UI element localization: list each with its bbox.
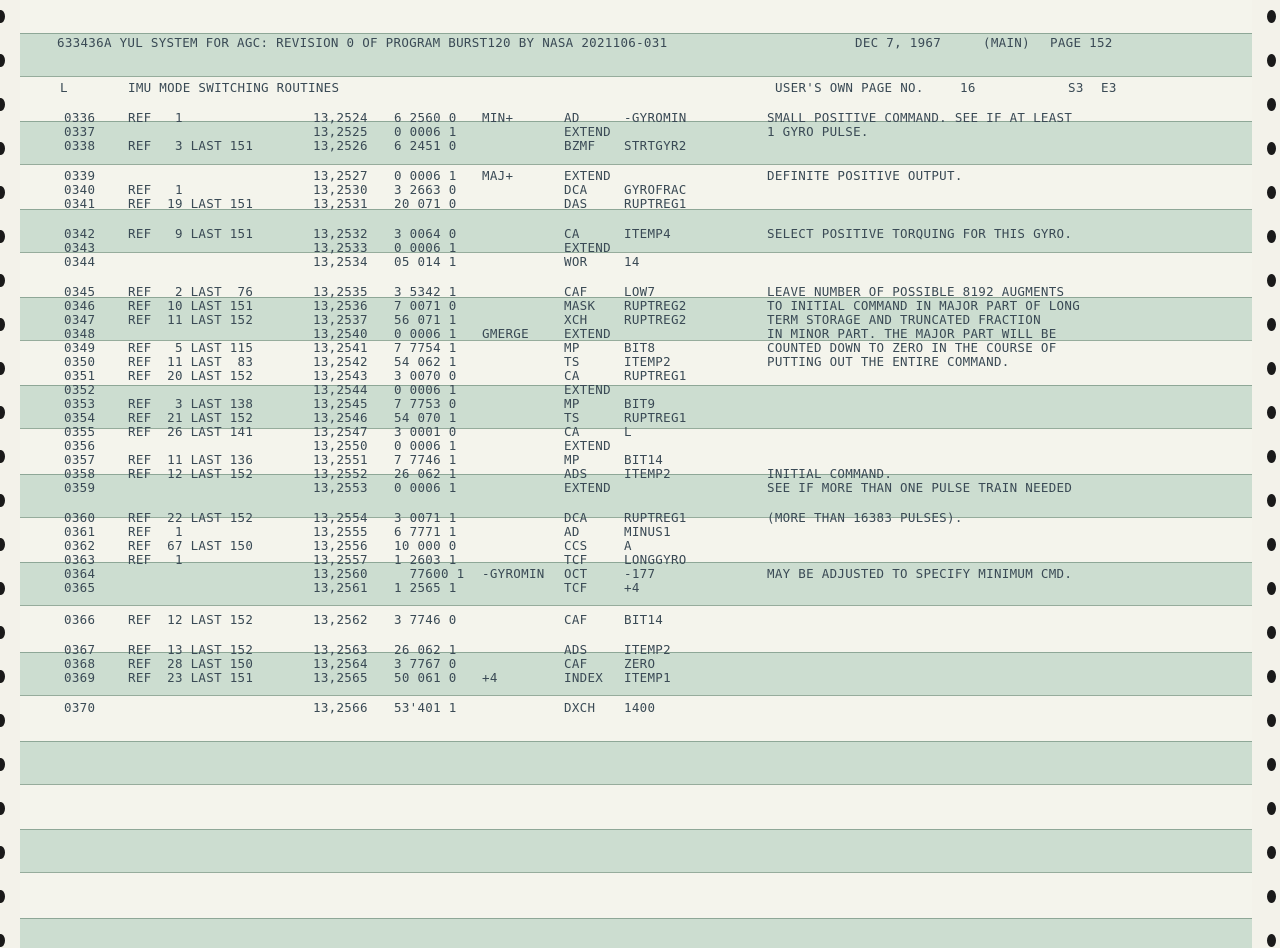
line-number: 0337 — [64, 124, 96, 139]
opcode: BZMF — [564, 138, 596, 153]
rule-line — [20, 784, 1252, 785]
listing-row — [0, 312, 1280, 327]
listing-row — [0, 110, 1280, 125]
users-page-label: USER'S OWN PAGE NO. — [775, 80, 924, 95]
octal-word: 6 2560 0 — [394, 110, 457, 125]
ref-field: REF 11 LAST 136 — [128, 452, 254, 467]
address: 13,2543 — [313, 368, 368, 383]
opcode: MP — [564, 396, 580, 411]
listing-row — [0, 368, 1280, 383]
octal-word: 3 0064 0 — [394, 226, 457, 241]
feed-hole — [0, 626, 5, 639]
feed-hole — [1267, 494, 1276, 507]
octal-word: 3 2663 0 — [394, 182, 457, 197]
line-number: 0368 — [64, 656, 96, 671]
ref-field: REF 12 LAST 152 — [128, 612, 254, 627]
octal-word: 3 0071 1 — [394, 510, 457, 525]
listing-row — [0, 196, 1280, 211]
operand: BIT14 — [624, 612, 664, 627]
opcode: CAF — [564, 284, 588, 299]
line-number: 0360 — [64, 510, 96, 525]
ref-field: REF 3 LAST 138 — [128, 396, 254, 411]
octal-word: 26 062 1 — [394, 642, 457, 657]
opcode: EXTEND — [564, 326, 611, 341]
octal-word: 26 062 1 — [394, 466, 457, 481]
listing-row — [0, 168, 1280, 183]
address: 13,2533 — [313, 240, 368, 255]
rule-line — [20, 164, 1252, 165]
line-number: 0344 — [64, 254, 96, 269]
comment: SMALL POSITIVE COMMAND. SEE IF AT LEAST — [767, 110, 1073, 125]
listing-row — [0, 670, 1280, 685]
line-number: 0352 — [64, 382, 96, 397]
line-number: 0345 — [64, 284, 96, 299]
listing-row — [0, 254, 1280, 269]
feed-hole — [1267, 626, 1276, 639]
octal-word: 56 071 1 — [394, 312, 457, 327]
feed-hole — [1267, 758, 1276, 771]
label: GMERGE — [482, 326, 529, 341]
opcode: AD — [564, 110, 580, 125]
listing-row — [0, 226, 1280, 241]
rule-line — [20, 918, 1252, 919]
operand: BIT8 — [624, 340, 656, 355]
ref-field: REF 26 LAST 141 — [128, 424, 254, 439]
operand: +4 — [624, 580, 640, 595]
address: 13,2535 — [313, 284, 368, 299]
green-bar — [20, 829, 1252, 872]
ref-field: REF 3 LAST 151 — [128, 138, 254, 153]
address: 13,2531 — [313, 196, 368, 211]
comment: IN MINOR PART. THE MAJOR PART WILL BE — [767, 326, 1057, 341]
listing-row — [0, 566, 1280, 581]
rule-line — [20, 695, 1252, 696]
listing-row — [0, 326, 1280, 341]
ref-field: REF 20 LAST 152 — [128, 368, 254, 383]
opcode: DXCH — [564, 700, 596, 715]
feed-hole — [1267, 802, 1276, 815]
ref-field: REF 11 LAST 83 — [128, 354, 254, 369]
line-number: 0349 — [64, 340, 96, 355]
line-number: 0351 — [64, 368, 96, 383]
comment: 1 GYRO PULSE. — [767, 124, 869, 139]
opcode: INDEX — [564, 670, 604, 685]
listing-row — [0, 510, 1280, 525]
octal-word: 0 0006 1 — [394, 168, 457, 183]
line-number: 0358 — [64, 466, 96, 481]
line-number: 0355 — [64, 424, 96, 439]
operand: ITEMP2 — [624, 466, 671, 481]
header-title: 633436A YUL SYSTEM FOR AGC: REVISION 0 OF PROGRAM BURST120 BY NASA 2021106-031 — [57, 35, 668, 50]
comment: TERM STORAGE AND TRUNCATED FRACTION — [767, 312, 1041, 327]
opcode: ADS — [564, 642, 588, 657]
ref-field: REF 1 — [128, 552, 183, 567]
line-number: 0350 — [64, 354, 96, 369]
opcode: EXTEND — [564, 240, 611, 255]
rule-line — [20, 76, 1252, 77]
opcode: TCF — [564, 580, 588, 595]
listing-row — [0, 700, 1280, 715]
octal-word: 7 7754 1 — [394, 340, 457, 355]
label: -GYROMIN — [482, 566, 545, 581]
ref-field: REF 10 LAST 151 — [128, 298, 254, 313]
line-number: 0348 — [64, 326, 96, 341]
label: MIN+ — [482, 110, 514, 125]
octal-word: 53'401 1 — [394, 700, 457, 715]
line-number: 0340 — [64, 182, 96, 197]
feed-hole — [0, 54, 5, 67]
octal-word: 3 7767 0 — [394, 656, 457, 671]
listing-row — [0, 424, 1280, 439]
address: 13,2552 — [313, 466, 368, 481]
address: 13,2542 — [313, 354, 368, 369]
line-number: 0346 — [64, 298, 96, 313]
octal-word: 0 0006 1 — [394, 382, 457, 397]
rule-line — [20, 872, 1252, 873]
operand: BIT14 — [624, 452, 664, 467]
ref-field: REF 23 LAST 151 — [128, 670, 254, 685]
operand: ITEMP1 — [624, 670, 671, 685]
rule-line — [20, 829, 1252, 830]
label: +4 — [482, 670, 498, 685]
opcode: AD — [564, 524, 580, 539]
opcode: ADS — [564, 466, 588, 481]
green-bar — [20, 741, 1252, 784]
line-number: 0356 — [64, 438, 96, 453]
address: 13,2566 — [313, 700, 368, 715]
listing-row — [0, 552, 1280, 567]
feed-hole — [1267, 714, 1276, 727]
listing-row — [0, 524, 1280, 539]
ref-field: REF 12 LAST 152 — [128, 466, 254, 481]
opcode: EXTEND — [564, 168, 611, 183]
line-number: 0338 — [64, 138, 96, 153]
opcode: OCT — [564, 566, 588, 581]
opcode: TS — [564, 354, 580, 369]
octal-word: 0 0006 1 — [394, 326, 457, 341]
feed-hole — [1267, 934, 1276, 947]
rule-line — [20, 605, 1252, 606]
ref-field: REF 2 LAST 76 — [128, 284, 254, 299]
header-date: DEC 7, 1967 — [855, 35, 942, 50]
subheader-routine: IMU MODE SWITCHING ROUTINES — [128, 80, 340, 95]
rule-line — [20, 33, 1252, 34]
address: 13,2551 — [313, 452, 368, 467]
ref-field: REF 5 LAST 115 — [128, 340, 254, 355]
address: 13,2541 — [313, 340, 368, 355]
listing-row — [0, 642, 1280, 657]
opcode: CA — [564, 368, 580, 383]
line-number: 0367 — [64, 642, 96, 657]
address: 13,2564 — [313, 656, 368, 671]
address: 13,2555 — [313, 524, 368, 539]
opcode: DCA — [564, 510, 588, 525]
line-number: 0365 — [64, 580, 96, 595]
octal-word: 54 062 1 — [394, 354, 457, 369]
ref-field: REF 21 LAST 152 — [128, 410, 254, 425]
operand: RUPTREG1 — [624, 410, 687, 425]
octal-word: 6 2451 0 — [394, 138, 457, 153]
comment: COUNTED DOWN TO ZERO IN THE COURSE OF — [767, 340, 1057, 355]
opcode: DAS — [564, 196, 588, 211]
opcode: MP — [564, 452, 580, 467]
opcode: EXTEND — [564, 124, 611, 139]
ref-field: REF 67 LAST 150 — [128, 538, 254, 553]
octal-word: 6 7771 1 — [394, 524, 457, 539]
comment: SEE IF MORE THAN ONE PULSE TRAIN NEEDED — [767, 480, 1073, 495]
feed-hole — [0, 758, 5, 771]
operand: BIT9 — [624, 396, 656, 411]
feed-hole — [0, 934, 5, 947]
operand: ITEMP2 — [624, 642, 671, 657]
octal-word: 3 5342 1 — [394, 284, 457, 299]
opcode: EXTEND — [564, 438, 611, 453]
listing-row — [0, 466, 1280, 481]
address: 13,2540 — [313, 326, 368, 341]
opcode: CA — [564, 226, 580, 241]
comment: MAY BE ADJUSTED TO SPECIFY MINIMUM CMD. — [767, 566, 1073, 581]
address: 13,2550 — [313, 438, 368, 453]
address: 13,2527 — [313, 168, 368, 183]
address: 13,2547 — [313, 424, 368, 439]
address: 13,2525 — [313, 124, 368, 139]
operand: ITEMP4 — [624, 226, 671, 241]
address: 13,2536 — [313, 298, 368, 313]
operand: RUPTREG2 — [624, 298, 687, 313]
comment: DEFINITE POSITIVE OUTPUT. — [767, 168, 963, 183]
feed-hole — [1267, 10, 1276, 23]
operand: L — [624, 424, 632, 439]
address: 13,2534 — [313, 254, 368, 269]
line-number: 0336 — [64, 110, 96, 125]
octal-word: 7 7746 1 — [394, 452, 457, 467]
octal-word: 05 014 1 — [394, 254, 457, 269]
octal-word: 3 0070 0 — [394, 368, 457, 383]
operand: RUPTREG1 — [624, 196, 687, 211]
address: 13,2563 — [313, 642, 368, 657]
operand: LONGGYRO — [624, 552, 687, 567]
octal-word: 1 2565 1 — [394, 580, 457, 595]
octal-word: 0 0006 1 — [394, 438, 457, 453]
feed-hole — [0, 494, 5, 507]
octal-word: 0 0006 1 — [394, 124, 457, 139]
octal-word: 3 0001 0 — [394, 424, 457, 439]
listing-row — [0, 240, 1280, 255]
feed-hole — [0, 802, 5, 815]
opcode: WOR — [564, 254, 588, 269]
opcode: MASK — [564, 298, 596, 313]
comment: (MORE THAN 16383 PULSES). — [767, 510, 963, 525]
comment: INITIAL COMMAND. — [767, 466, 893, 481]
ref-field: REF 28 LAST 150 — [128, 656, 254, 671]
feed-hole — [0, 10, 5, 23]
octal-word: 54 070 1 — [394, 410, 457, 425]
operand: MINUS1 — [624, 524, 671, 539]
listing-row — [0, 580, 1280, 595]
listing-row — [0, 396, 1280, 411]
address: 13,2565 — [313, 670, 368, 685]
feed-hole — [1267, 846, 1276, 859]
line-number: 0347 — [64, 312, 96, 327]
address: 13,2553 — [313, 480, 368, 495]
line-number: 0363 — [64, 552, 96, 567]
address: 13,2526 — [313, 138, 368, 153]
operand: LOW7 — [624, 284, 656, 299]
listing-row — [0, 284, 1280, 299]
octal-word: 7 7753 0 — [394, 396, 457, 411]
header-section: (MAIN) — [983, 35, 1030, 50]
operand: GYROFRAC — [624, 182, 687, 197]
octal-word: 7 0071 0 — [394, 298, 457, 313]
comment: PUTTING OUT THE ENTIRE COMMAND. — [767, 354, 1010, 369]
comment: LEAVE NUMBER OF POSSIBLE 8192 AUGMENTS — [767, 284, 1065, 299]
operand: STRTGYR2 — [624, 138, 687, 153]
listing-row — [0, 438, 1280, 453]
address: 13,2537 — [313, 312, 368, 327]
label: MAJ+ — [482, 168, 514, 183]
address: 13,2530 — [313, 182, 368, 197]
line-number: 0343 — [64, 240, 96, 255]
operand: A — [624, 538, 632, 553]
rule-line — [20, 741, 1252, 742]
listing-row — [0, 410, 1280, 425]
line-number: 0357 — [64, 452, 96, 467]
listing-row — [0, 354, 1280, 369]
green-bar — [20, 918, 1252, 948]
users-page-number: 16 — [960, 80, 976, 95]
line-number: 0364 — [64, 566, 96, 581]
line-number: 0362 — [64, 538, 96, 553]
listing-row — [0, 538, 1280, 553]
listing-row — [0, 182, 1280, 197]
ref-field: REF 22 LAST 152 — [128, 510, 254, 525]
line-number: 0339 — [64, 168, 96, 183]
octal-word: 0 0006 1 — [394, 240, 457, 255]
feed-hole — [0, 714, 5, 727]
octal-word: 20 071 0 — [394, 196, 457, 211]
opcode: CAF — [564, 612, 588, 627]
octal-word: 1 2603 1 — [394, 552, 457, 567]
address: 13,2544 — [313, 382, 368, 397]
listing-row — [0, 452, 1280, 467]
subheader-level: L — [60, 80, 68, 95]
listing-row — [0, 124, 1280, 139]
opcode: CAF — [564, 656, 588, 671]
octal-word: 0 0006 1 — [394, 480, 457, 495]
line-number: 0369 — [64, 670, 96, 685]
ref-field: REF 13 LAST 152 — [128, 642, 254, 657]
ref-field: REF 1 — [128, 110, 183, 125]
listing-row — [0, 656, 1280, 671]
operand: ITEMP2 — [624, 354, 671, 369]
line-number: 0370 — [64, 700, 96, 715]
line-number: 0342 — [64, 226, 96, 241]
subheader-code: S3 — [1068, 80, 1084, 95]
feed-hole — [0, 890, 5, 903]
opcode: TCF — [564, 552, 588, 567]
operand: -177 — [624, 566, 656, 581]
address: 13,2545 — [313, 396, 368, 411]
opcode: TS — [564, 410, 580, 425]
ref-field: REF 9 LAST 151 — [128, 226, 254, 241]
comment: TO INITIAL COMMAND IN MAJOR PART OF LONG — [767, 298, 1081, 313]
opcode: DCA — [564, 182, 588, 197]
line-number: 0341 — [64, 196, 96, 211]
address: 13,2560 — [313, 566, 368, 581]
address: 13,2562 — [313, 612, 368, 627]
listing-row — [0, 138, 1280, 153]
address: 13,2554 — [313, 510, 368, 525]
listing-row — [0, 382, 1280, 397]
header-page: PAGE 152 — [1050, 35, 1113, 50]
opcode: XCH — [564, 312, 588, 327]
ref-field: REF 1 — [128, 182, 183, 197]
listing-row — [0, 480, 1280, 495]
address: 13,2556 — [313, 538, 368, 553]
line-number: 0354 — [64, 410, 96, 425]
comment: SELECT POSITIVE TORQUING FOR THIS GYRO. — [767, 226, 1073, 241]
operand: 14 — [624, 254, 640, 269]
address: 13,2532 — [313, 226, 368, 241]
opcode: EXTEND — [564, 382, 611, 397]
line-number: 0366 — [64, 612, 96, 627]
feed-hole — [0, 846, 5, 859]
operand: RUPTREG2 — [624, 312, 687, 327]
address: 13,2561 — [313, 580, 368, 595]
ref-field: REF 1 — [128, 524, 183, 539]
listing-row — [0, 298, 1280, 313]
line-number: 0361 — [64, 524, 96, 539]
opcode: MP — [564, 340, 580, 355]
listing-row — [0, 340, 1280, 355]
operand: RUPTREG1 — [624, 368, 687, 383]
address: 13,2524 — [313, 110, 368, 125]
octal-word: 3 7746 0 — [394, 612, 457, 627]
subheader-code2: E3 — [1101, 80, 1117, 95]
address: 13,2557 — [313, 552, 368, 567]
feed-hole — [1267, 54, 1276, 67]
octal-word: 10 000 0 — [394, 538, 457, 553]
operand: ZERO — [624, 656, 656, 671]
ref-field: REF 19 LAST 151 — [128, 196, 254, 211]
opcode: EXTEND — [564, 480, 611, 495]
ref-field: REF 11 LAST 152 — [128, 312, 254, 327]
line-number: 0353 — [64, 396, 96, 411]
operand: -GYROMIN — [624, 110, 687, 125]
opcode: CCS — [564, 538, 588, 553]
operand: RUPTREG1 — [624, 510, 687, 525]
listing-row — [0, 612, 1280, 627]
line-number: 0359 — [64, 480, 96, 495]
address: 13,2546 — [313, 410, 368, 425]
feed-hole — [1267, 890, 1276, 903]
octal-word: 77600 1 — [394, 566, 465, 581]
opcode: CA — [564, 424, 580, 439]
octal-word: 50 061 0 — [394, 670, 457, 685]
operand: 1400 — [624, 700, 656, 715]
